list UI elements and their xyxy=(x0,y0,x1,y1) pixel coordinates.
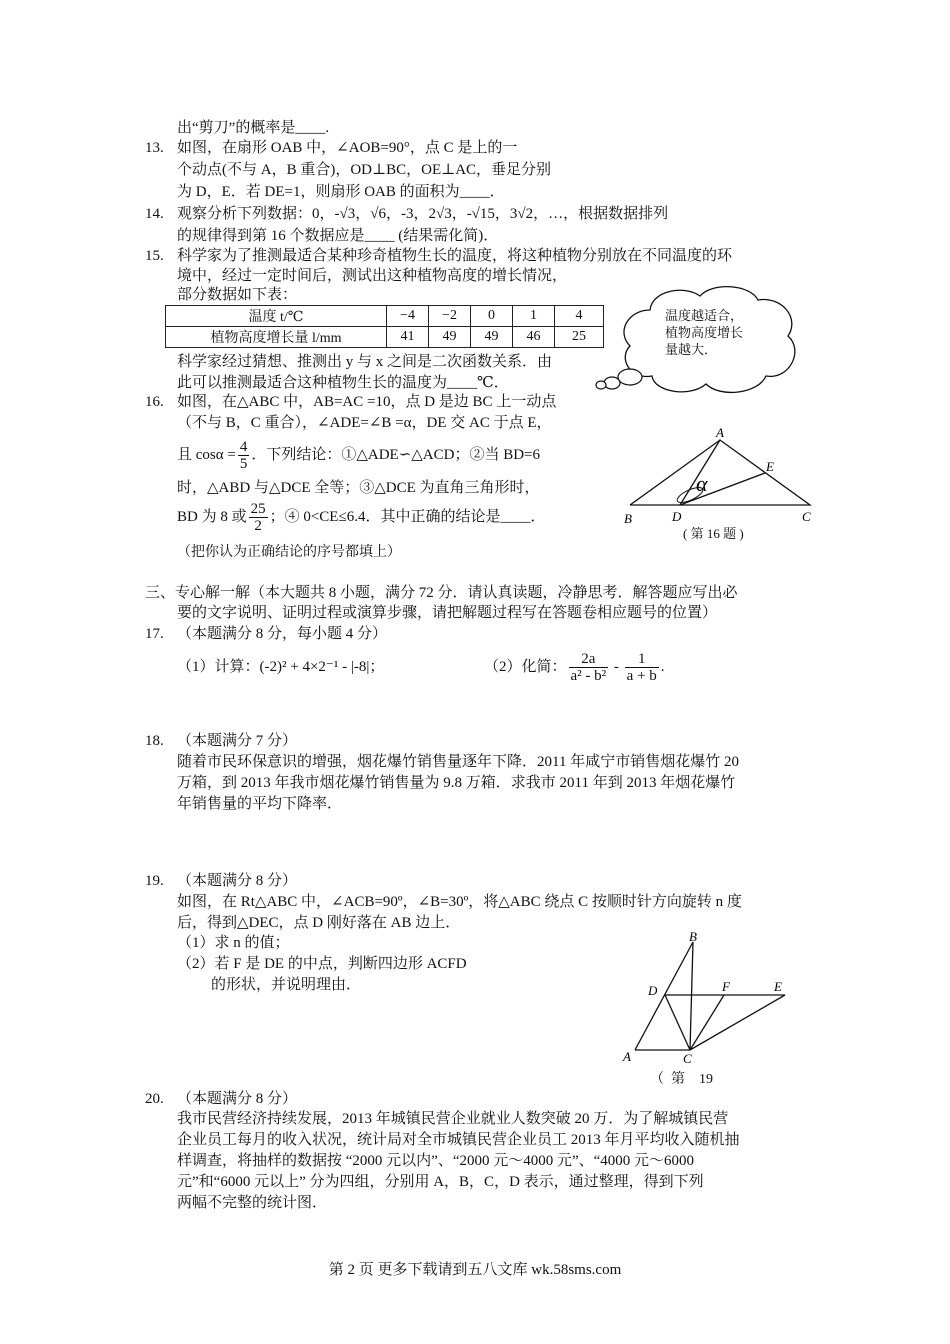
q16-bd-prefix: BD 为 8 或 xyxy=(177,509,247,525)
label-e: E xyxy=(766,459,774,474)
q17-minus: - xyxy=(613,659,619,675)
q17-number: 17. xyxy=(145,626,164,642)
table-row-label: 植物高度增长量 l/mm xyxy=(166,327,387,348)
section3-line-1: 三、专心解一解（本大题共 8 小题，满分 72 分．请认真读题，冷静思考．解答题应写出必 xyxy=(145,585,738,601)
table-cell: 49 xyxy=(471,327,513,348)
q17-part1 xyxy=(177,657,384,677)
label-c: C xyxy=(683,1051,692,1066)
cloud-line-2: 植物高度增长 xyxy=(665,325,744,340)
q19-line-2: 后，得到△DEC，点 D 刚好落在 AB 边上． xyxy=(177,915,461,931)
q15-after-2: 此可以推测最适合这种植物生长的温度为____℃． xyxy=(177,375,509,391)
fraction-denominator: 5 xyxy=(239,456,248,473)
table-row xyxy=(166,306,604,327)
q15-data-table xyxy=(165,305,604,348)
q15-after-1: 科学家经过猜想、推测出 y 与 x 之间是二次函数关系．由 xyxy=(177,354,553,370)
q16-cos-suffix: ．下列结论：①△ADE∽△ACD；②当 BD=6 xyxy=(251,447,541,463)
q18-line-1: 随着市民环保意识的增强，烟花爆竹销售量逐年下降．2011 年咸宁市销售烟花爆竹 20 xyxy=(177,754,739,770)
fraction-numerator: 2a xyxy=(569,651,609,668)
label-a: A xyxy=(716,425,724,440)
q12-tail: 出“剪刀”的概率是____. xyxy=(177,120,330,136)
q19-number: 19. xyxy=(145,873,164,889)
label-e: E xyxy=(774,979,782,994)
q19-head: （本题满分 8 分） xyxy=(177,873,298,889)
q18-head: （本题满分 7 分） xyxy=(177,733,298,749)
label-f: F xyxy=(722,979,730,994)
q19-rotation-figure xyxy=(620,928,800,1068)
q16-cos-fraction xyxy=(238,439,250,472)
q14-number: 14. xyxy=(145,206,164,222)
q15-line-3: 部分数据如下表： xyxy=(177,287,298,303)
table-cell: 41 xyxy=(387,327,429,348)
label-d: D xyxy=(648,983,658,998)
q19-line-1: 如图，在 Rt△ABC 中，∠ACB=90º，∠B=30º，将△ABC 绕点 C 按顺时针方向旋转 n 度 xyxy=(177,894,742,910)
section3-line-2: 要的文字说明、证明过程或演算步骤，请把解题过程写在答题卷相应题号的位置） xyxy=(177,605,718,621)
q16-bd-suffix: ；④ 0<CE≤6.4．其中正确的结论是____． xyxy=(269,509,546,525)
fraction-numerator: 1 xyxy=(625,651,659,668)
q13-line-1: 如图，在扇形 OAB 中，∠AOB=90°，点 C 是上的一 xyxy=(177,140,518,156)
q20-line-2: 企业员工每月的收入状况，统计局对全市城镇民营企业员工 2013 年月平均收入随机抽 xyxy=(177,1132,740,1148)
cloud-line-1: 温度越适合， xyxy=(665,308,744,323)
q19-caption: （ 第 19 xyxy=(650,1072,713,1087)
table-cell: −2 xyxy=(429,306,471,327)
table-cell: 49 xyxy=(429,327,471,348)
q16-bd-fraction xyxy=(249,501,268,534)
q20-line-3: 样调查，将抽样的数据按 “2000 元以内”、“2000 元～4000 元”、“4000 元～6000 xyxy=(177,1153,695,1169)
q14-line-2: 的规律得到第 16 个数据应是____ (结果需化简)． xyxy=(177,228,499,244)
table-cell: 4 xyxy=(555,306,604,327)
table-cell: 1 xyxy=(513,306,555,327)
table-row-label: 温度 t/℃ xyxy=(166,306,387,327)
q17-part2 xyxy=(484,648,665,686)
q16-caption: ( 第 16 题 ) xyxy=(683,526,744,541)
q19-line-3: （1）求 n 的值； xyxy=(177,935,290,951)
page-footer: 第 2 页 更多下载请到五八文库 wk.58sms.com xyxy=(328,1262,622,1278)
fraction-numerator: 4 xyxy=(239,439,248,456)
q17-head: （本题满分 8 分，每小题 4 分） xyxy=(177,626,388,642)
q16-cos-prefix: 且 cosα = xyxy=(177,447,236,463)
q17-end: . xyxy=(660,659,665,675)
table-row xyxy=(166,327,604,348)
label-b: B xyxy=(689,929,697,944)
q17-part2-label: （2）化简： xyxy=(484,659,567,675)
q16-line-2: （不与 B，C 重合），∠ADE=∠B =α，DE 交 AC 于点 E， xyxy=(177,415,552,431)
q18-number: 18. xyxy=(145,733,164,749)
fraction-denominator: 2 xyxy=(254,518,262,535)
q19-line-4: （2）若 F 是 DE 的中点，判断四边形 ACFD xyxy=(177,956,467,972)
q17-part1-expression: (-2)² + 4×2⁻¹ - |-8|； xyxy=(259,659,385,675)
fraction-numerator: 25 xyxy=(250,501,266,518)
q19-line-5: 的形状，并说明理由． xyxy=(211,977,362,993)
q20-line-4: 元”和“6000 元以上” 分为四组，分别用 A，B，C，D 表示，通过整理，得到下列 xyxy=(177,1174,704,1190)
label-d: D xyxy=(672,509,682,524)
label-alpha: α xyxy=(696,471,708,496)
q13-line-3: 为 D，E．若 DE=1，则扇形 OAB 的面积为____． xyxy=(177,184,505,200)
q16-line-5 xyxy=(177,500,545,534)
label-c: C xyxy=(802,509,811,524)
q16-line-3 xyxy=(177,438,540,472)
q18-line-2: 万箱，到 2013 年我市烟花爆竹销售量为 9.8 万箱．求我市 2011 年到 2013 年烟花爆竹 xyxy=(177,775,736,791)
q17-part1-label: （1）计算： xyxy=(177,659,260,675)
q17-fraction-1 xyxy=(569,651,609,684)
table-cell: 0 xyxy=(471,306,513,327)
label-a: A xyxy=(623,1049,631,1064)
q16-number: 16. xyxy=(145,394,164,410)
q16-line-1: 如图，在△ABC 中，AB=AC =10，点 D 是边 BC 上一动点 xyxy=(177,394,557,410)
table-cell: 46 xyxy=(513,327,555,348)
q18-line-3: 年销售量的平均下降率． xyxy=(177,796,343,812)
q17-fraction-2 xyxy=(625,651,659,684)
q15-line-1: 科学家为了推测最适合某种珍奇植物生长的温度，将这种植物分别放在不同温度的环 xyxy=(177,248,733,264)
cloud-line-3: 量越大． xyxy=(665,342,718,357)
q20-line-1: 我市民营经济持续发展，2013 年城镇民营企业就业人数突破 20 万．为了解城镇民营 xyxy=(177,1111,729,1127)
q16-hint: （把你认为正确结论的序号都填上） xyxy=(177,545,401,560)
q20-head: （本题满分 8 分） xyxy=(177,1091,298,1107)
label-b: B xyxy=(624,511,632,526)
q15-number: 15. xyxy=(145,248,164,264)
q20-line-5: 两幅不完整的统计图． xyxy=(177,1195,328,1211)
q16-line-4: 时，△ABD 与△DCE 全等；③△DCE 为直角三角形时， xyxy=(177,480,540,496)
table-cell: 25 xyxy=(555,327,604,348)
q13-number: 13. xyxy=(145,140,164,156)
fraction-denominator: a² - b² xyxy=(570,668,607,685)
q13-line-2: 个动点(不与 A，B 重合)，OD⊥BC，OE⊥AC，垂足分别 xyxy=(177,162,552,178)
q14-line-1: 观察分析下列数据：0，-√3，√6，-3，2√3，-√15，3√2，…，根据数据排列 xyxy=(177,206,669,222)
q15-line-2: 境中，经过一定时间后，测试出这种植物高度的增长情况， xyxy=(177,268,568,284)
fraction-denominator: a + b xyxy=(626,668,657,685)
table-cell: −4 xyxy=(387,306,429,327)
q20-number: 20. xyxy=(145,1091,164,1107)
